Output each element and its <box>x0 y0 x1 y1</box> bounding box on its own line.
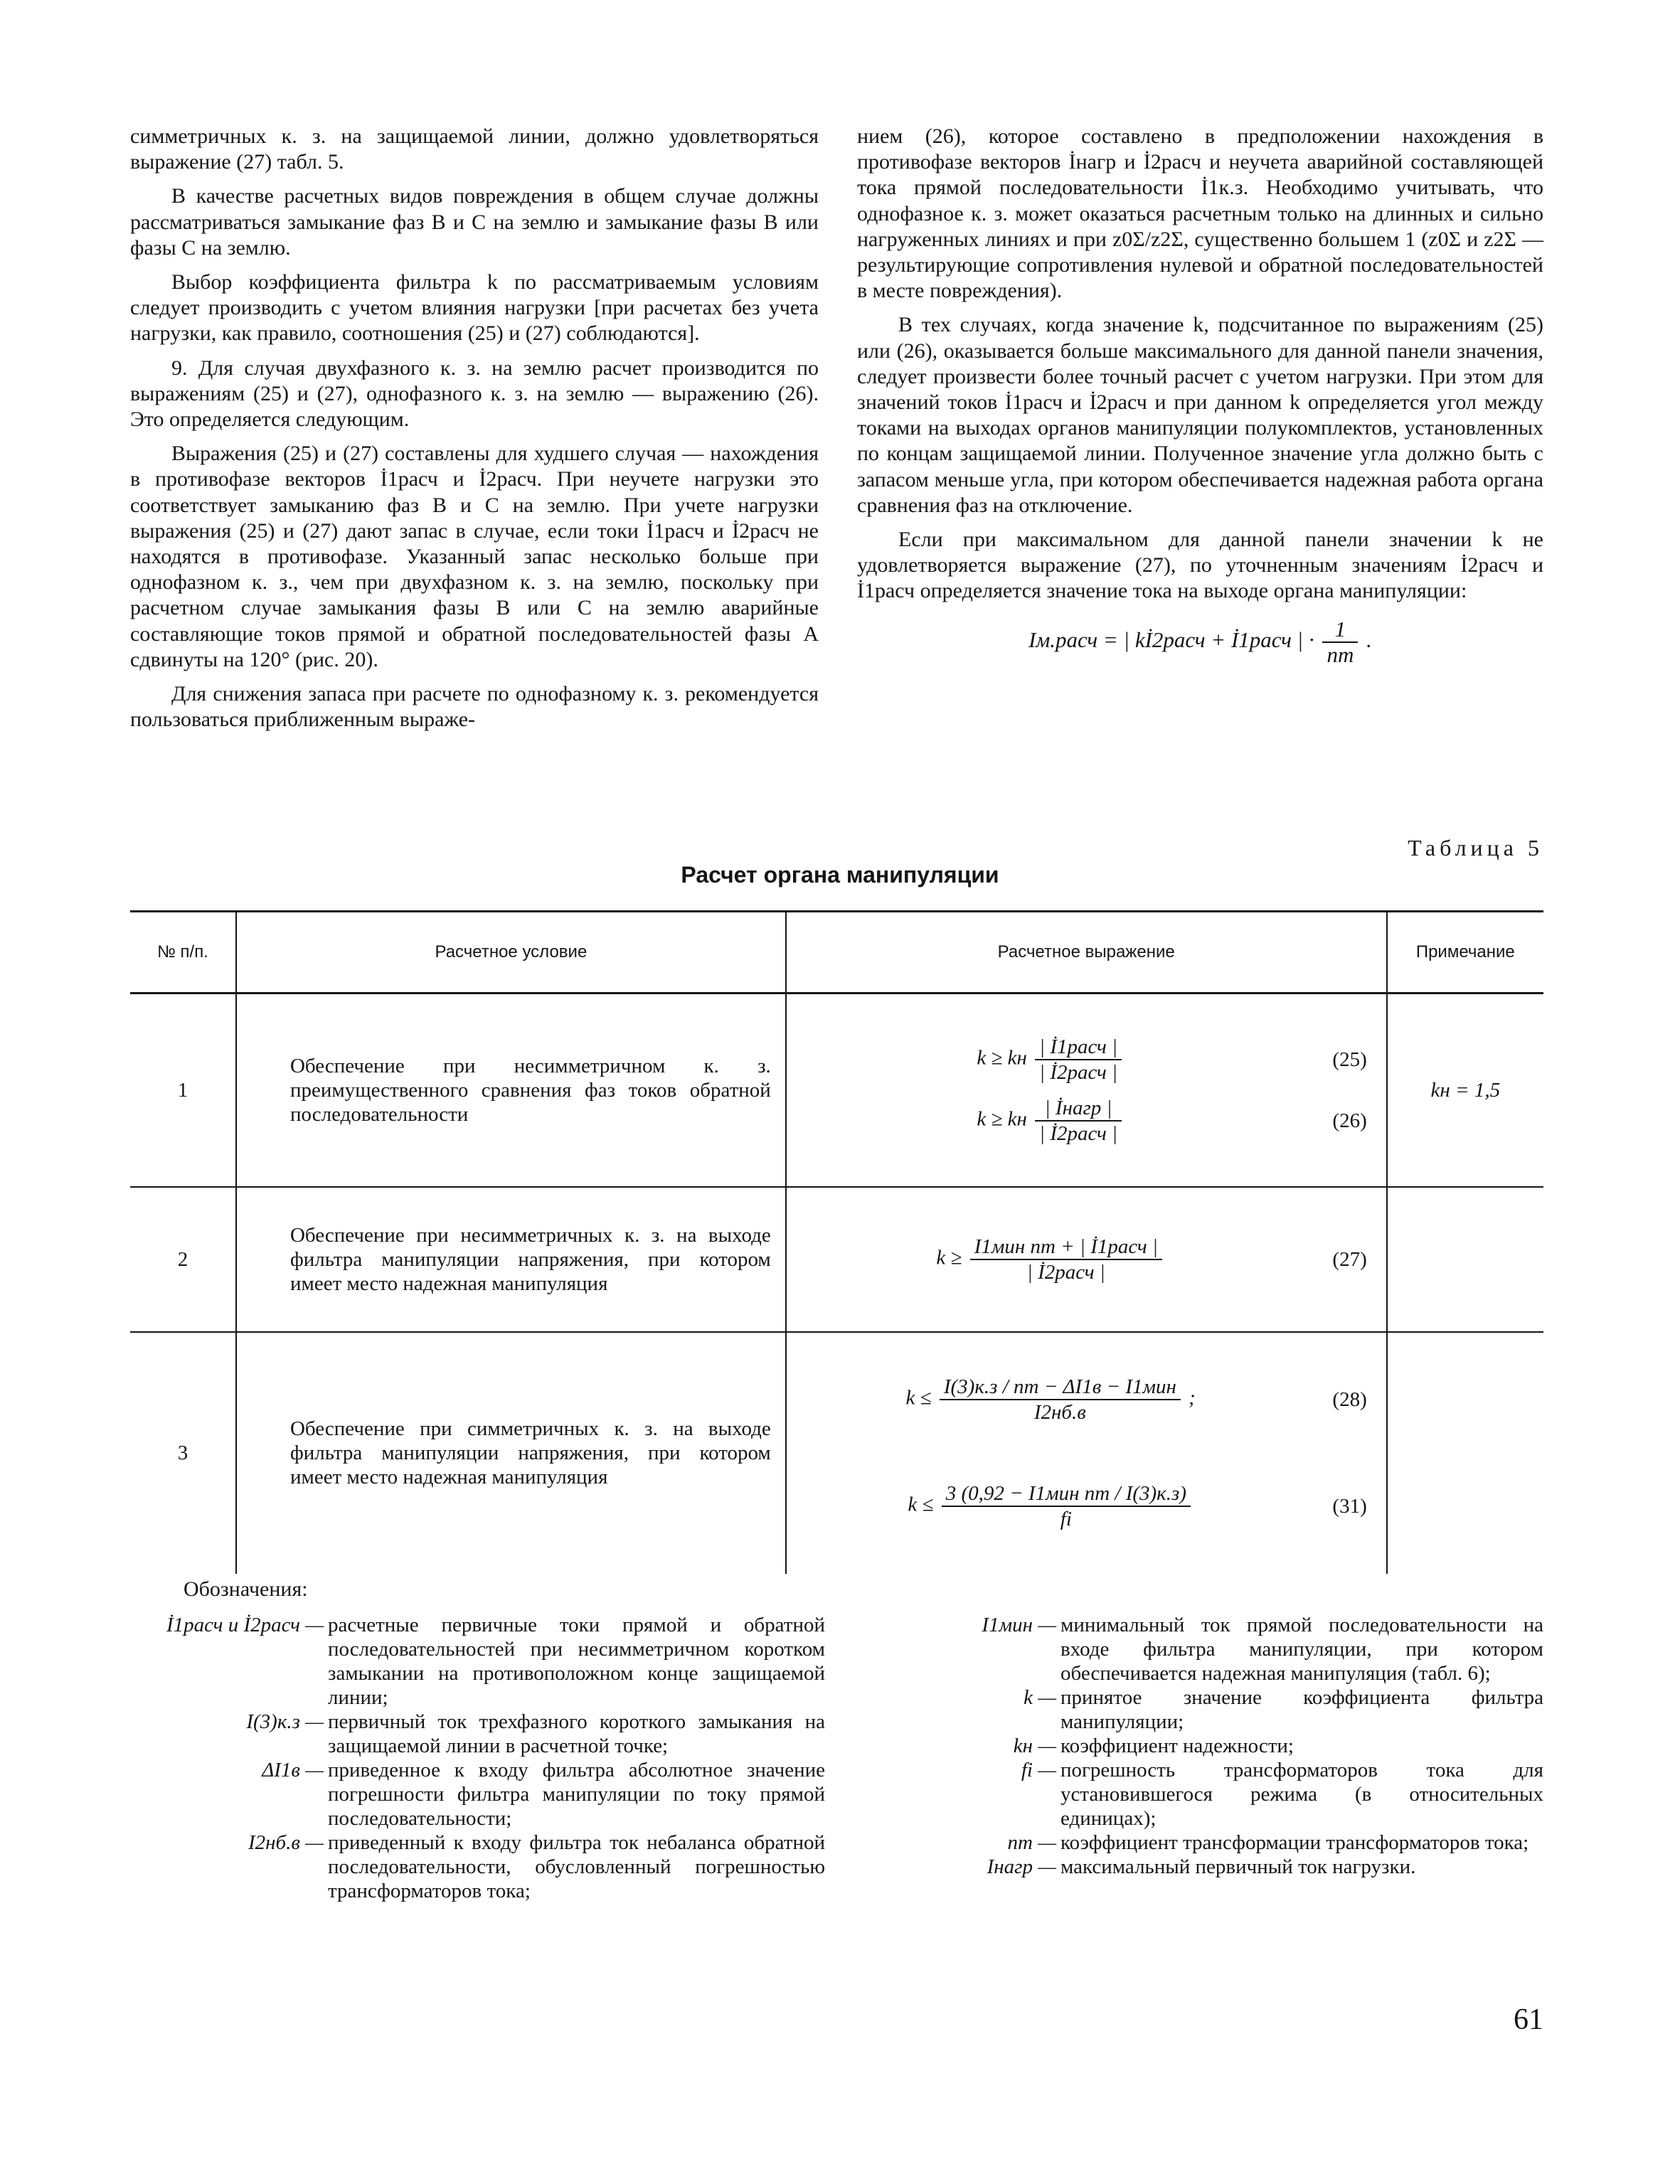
legend-term: Iнагр — <box>987 1855 1056 1878</box>
row-note <box>1387 1332 1543 1574</box>
expression-lhs: k ≤ <box>905 1386 932 1410</box>
expression <box>787 1229 1386 1290</box>
paragraph: Для снижения запаса при расчете по однофазному к. з. рекомендуется пользоваться приближенным выраже- <box>130 682 819 732</box>
legend-definition: минимальный ток прямой последовательности на входе фильтра манипуляции, при котором обеспечивается надежная манипуляция (табл. 6); <box>1060 1614 1543 1685</box>
legend-definition: максимальный первичный ток нагрузки. <box>1060 1855 1416 1878</box>
legend-item <box>114 1613 825 1710</box>
row-condition: Обеспечение при несимметричном к. з. преимущественного сравнения фаз токов обратной последовательности <box>236 994 786 1187</box>
expression-denominator: I2нб.в <box>1033 1401 1086 1424</box>
expression-numerator: I1мин nт + | İ1расч | <box>970 1235 1162 1260</box>
legend-definition: приведенный к входу фильтра ток небаланса обратной последовательности, обусловленный погрешностью трансформаторов тока; <box>328 1831 825 1902</box>
table-label: Таблица 5 <box>1408 835 1543 861</box>
expression-tail: ; <box>1189 1386 1196 1410</box>
expression-numerator: | İнагр | <box>1035 1096 1122 1122</box>
legend-definition: принятое значение коэффициента фильтра манипуляции; <box>1060 1686 1543 1733</box>
row-condition: Обеспечение при несимметричных к. з. на выходе фильтра манипуляции напряжения, при котором имеет место надежная манипуляция <box>236 1187 786 1332</box>
paragraph: Выражения (25) и (27) составлены для худшего случая — нахождения в противофазе векторов İ1расч и İ2расч. При неучете нагрузки это соответствует замыканию фаз B и C на землю. При учете нагрузки выражения (25) и (27) дают запас в случае, если токи İ1расч и İ2расч не находятся в противофазе. Указанный запас несколько больше при однофазном к. з., чем при двухфазном к. з. на землю, поскольку при расчетном случае замыкания фазы B или C на землю аварийные составляющие токов прямой и обратной последовательностей фазы A сдвинуты на 120° (рис. 20). <box>130 442 819 671</box>
header-note: Примечание <box>1387 912 1543 994</box>
row-note: kн = 1,5 <box>1387 994 1543 1187</box>
legend-definition: коэффициент трансформации трансформаторов тока; <box>1060 1831 1529 1854</box>
legend-term: k — <box>1024 1686 1056 1709</box>
expression <box>787 1346 1386 1453</box>
legend-term: ΔI1в — <box>262 1759 324 1781</box>
legend-definition: первичный ток трехфазного короткого замыкания на защищаемой линии в расчетной точке; <box>328 1710 825 1757</box>
equation-number: (28) <box>1332 1388 1367 1411</box>
expression-denominator: | İ2расч | <box>1026 1260 1105 1284</box>
formula-lhs: Iм.расч = | kİ2расч + İ1расч | · <box>1028 627 1314 652</box>
header-number: № п/п. <box>130 912 236 994</box>
manipulation-current-formula <box>857 617 1543 667</box>
right-text-column <box>857 124 1543 667</box>
header-expression: Расчетное выражение <box>786 912 1387 994</box>
expression-denominator: fi <box>1060 1508 1072 1530</box>
legend-term: I(3)к.з — <box>246 1710 324 1733</box>
legend-title: Обозначения: <box>184 1577 308 1601</box>
expression-lhs: k ≥ kн <box>977 1107 1027 1131</box>
row-number: 2 <box>130 1187 236 1332</box>
legend-definition: расчетные первичные токи прямой и обратной последовательностей при несимметричном коротком замыкании на противоположном конце защищаемой линии; <box>328 1614 825 1709</box>
legend-definition: коэффициент надежности; <box>1060 1735 1294 1757</box>
paragraph: 9. Для случая двухфазного к. з. на землю расчет производится по выражениям (25) и (27), однофазного к. з. на землю — выражению (26). Это определяется следующим. <box>130 356 819 432</box>
header-condition: Расчетное условие <box>236 912 786 994</box>
expression <box>787 1453 1386 1560</box>
expression-numerator: | İ1расч | <box>1035 1035 1122 1060</box>
expression-denominator: | İ2расч | <box>1039 1122 1118 1145</box>
row-expressions <box>786 994 1387 1187</box>
equation-number: (31) <box>1332 1495 1367 1518</box>
legend-term: I2нб.в — <box>248 1831 324 1854</box>
expression <box>787 1029 1386 1090</box>
expression-fraction <box>1035 1096 1122 1146</box>
calculation-table <box>130 910 1543 1574</box>
expression-fraction <box>942 1481 1191 1531</box>
expression-numerator: 3 (0,92 − I1мин nт / I(3)к.з) <box>942 1481 1191 1507</box>
legend-item <box>854 1831 1543 1855</box>
paragraph: В качестве расчетных видов повреждения в общем случае должны рассматриваться замыкание фаз B и C на землю и замыкание фазы B или фазы C на землю. <box>130 184 819 260</box>
row-expressions <box>786 1187 1387 1332</box>
legend-item <box>854 1758 1543 1831</box>
legend-item <box>854 1855 1543 1879</box>
legend-left-column <box>114 1613 825 1903</box>
legend-item <box>854 1734 1543 1758</box>
legend-item <box>114 1710 825 1758</box>
row-note <box>1387 1187 1543 1332</box>
paragraph: симметричных к. з. на защищаемой линии, должно удовлетворяться выражение (27) табл. 5. <box>130 124 819 174</box>
page-number: 61 <box>1514 2003 1543 2036</box>
row-condition: Обеспечение при симметричных к. з. на выходе фильтра манипуляции напряжения, при котором имеет место надежная манипуляция <box>236 1332 786 1574</box>
formula-tail: . <box>1366 627 1372 652</box>
equation-number: (25) <box>1332 1048 1367 1071</box>
expression-lhs: k ≤ <box>908 1493 934 1516</box>
legend-item <box>854 1685 1543 1734</box>
table-header-row <box>130 912 1543 994</box>
expression-numerator: I(3)к.з / nт − ΔI1в − I1мин <box>940 1375 1181 1400</box>
row-expressions <box>786 1332 1387 1574</box>
expression-denominator: | İ2расч | <box>1039 1060 1118 1084</box>
paragraph: Выбор коэффициента фильтра k по рассматриваемым условиям следует производить с учетом влияния нагрузки [при расчетах без учета нагрузки, как правило, соотношения (25) и (27) соблюдаются]. <box>130 270 819 346</box>
legend-item <box>854 1613 1543 1685</box>
table-row <box>130 1187 1543 1332</box>
paragraph: В тех случаях, когда значение k, подсчитанное по выражениям (25) или (26), оказывается больше максимального для данной панели значения, следует произвести более точный расчет с учетом нагрузки. При этом для значений токов İ1расч и İ2расч и при данном k определяется угол между токами на выходах органов манипуляции полукомплектов, установленных по концам защищаемой линии. Полученное значение угла должно быть с запасом меньше угла, при котором обеспечивается надежная работа органа сравнения фаз на отключение. <box>857 313 1543 517</box>
left-text-column <box>130 124 819 741</box>
row-number: 1 <box>130 994 236 1187</box>
legend-definition: приведенное к входу фильтра абсолютное значение погрешности фильтра манипуляции по току прямой последовательности; <box>328 1759 825 1830</box>
paragraph: Если при максимальном для данной панели значении k не удовлетворяется выражение (27), по уточненным значениям İ2расч и İ1расч определяется значение тока на выходе органа манипуляции: <box>857 528 1543 603</box>
table-row <box>130 1332 1543 1574</box>
legend-term: kн — <box>1013 1735 1056 1757</box>
expression-fraction <box>970 1235 1162 1284</box>
legend-item <box>114 1758 825 1831</box>
legend-definition: погрешность трансформаторов тока для установившегося режима (в относительных единицах); <box>1060 1759 1543 1830</box>
expression-fraction <box>940 1375 1181 1424</box>
formula-denominator: nт <box>1327 641 1354 667</box>
legend-term: I1мин — <box>982 1614 1056 1636</box>
row-number: 3 <box>177 1442 188 1464</box>
legend-term: fi — <box>1021 1759 1056 1781</box>
formula-fraction <box>1322 617 1358 667</box>
table-row <box>130 994 1543 1187</box>
equation-number: (26) <box>1332 1109 1367 1132</box>
legend-term: İ1расч и İ2расч — <box>166 1614 324 1636</box>
formula-numerator: 1 <box>1322 617 1358 643</box>
paragraph: нием (26), которое составлено в предположении нахождения в противофазе векторов İнагр и İ2расч и неучета аварийной составляющей тока прямой последовательности İ1к.з. Необходимо учитывать, что однофазное к. з. может оказаться расчетным только на длинных и сильно нагруженных линиях и при z0Σ/z2Σ, существенно большем 1 (z0Σ и z2Σ — результирующие сопротивления нулевой и обратной последовательностей в месте повреждения). <box>857 124 1543 303</box>
equation-number: (27) <box>1332 1247 1367 1271</box>
table-title: Расчет органа манипуляции <box>681 862 999 888</box>
expression-lhs: k ≥ kн <box>977 1046 1027 1070</box>
legend-right-column <box>854 1613 1543 1879</box>
expression-fraction <box>1035 1035 1122 1085</box>
expression-lhs: k ≥ <box>936 1246 962 1269</box>
expression <box>787 1090 1386 1151</box>
legend-term: nт — <box>1007 1831 1056 1854</box>
legend-item <box>114 1831 825 1903</box>
